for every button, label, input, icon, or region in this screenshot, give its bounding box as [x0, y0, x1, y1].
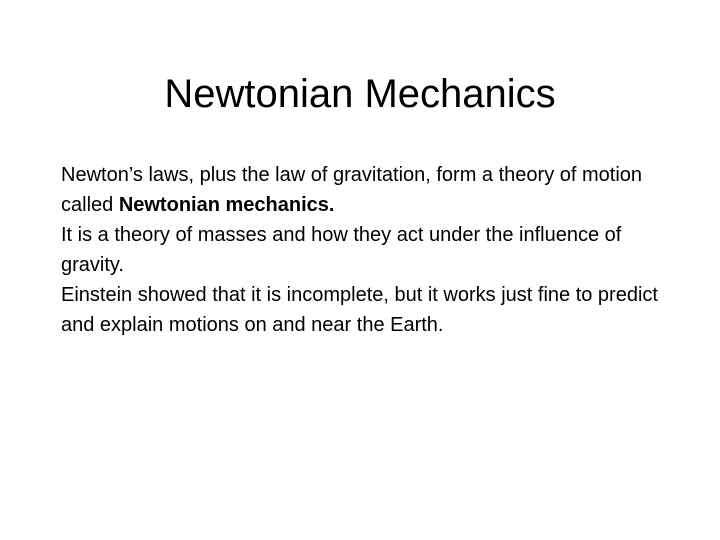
slide-title: Newtonian Mechanics [164, 72, 556, 116]
paragraph-masses-gravity: It is a theory of masses and how they act under the influence of gravity. [61, 224, 622, 276]
newtonian-mechanics-term: Newtonian mechanics. [118, 194, 335, 216]
paragraph-text: Newton’s laws, plus the law of gravitation, form a theory of motion called [61, 164, 643, 216]
slide-body [61, 160, 681, 340]
paragraph-einstein: Einstein showed that it is incomplete, but it works just fine to predict and explain motions on and near the Earth. [61, 284, 658, 336]
paragraph-newtonian-definition [61, 160, 681, 220]
